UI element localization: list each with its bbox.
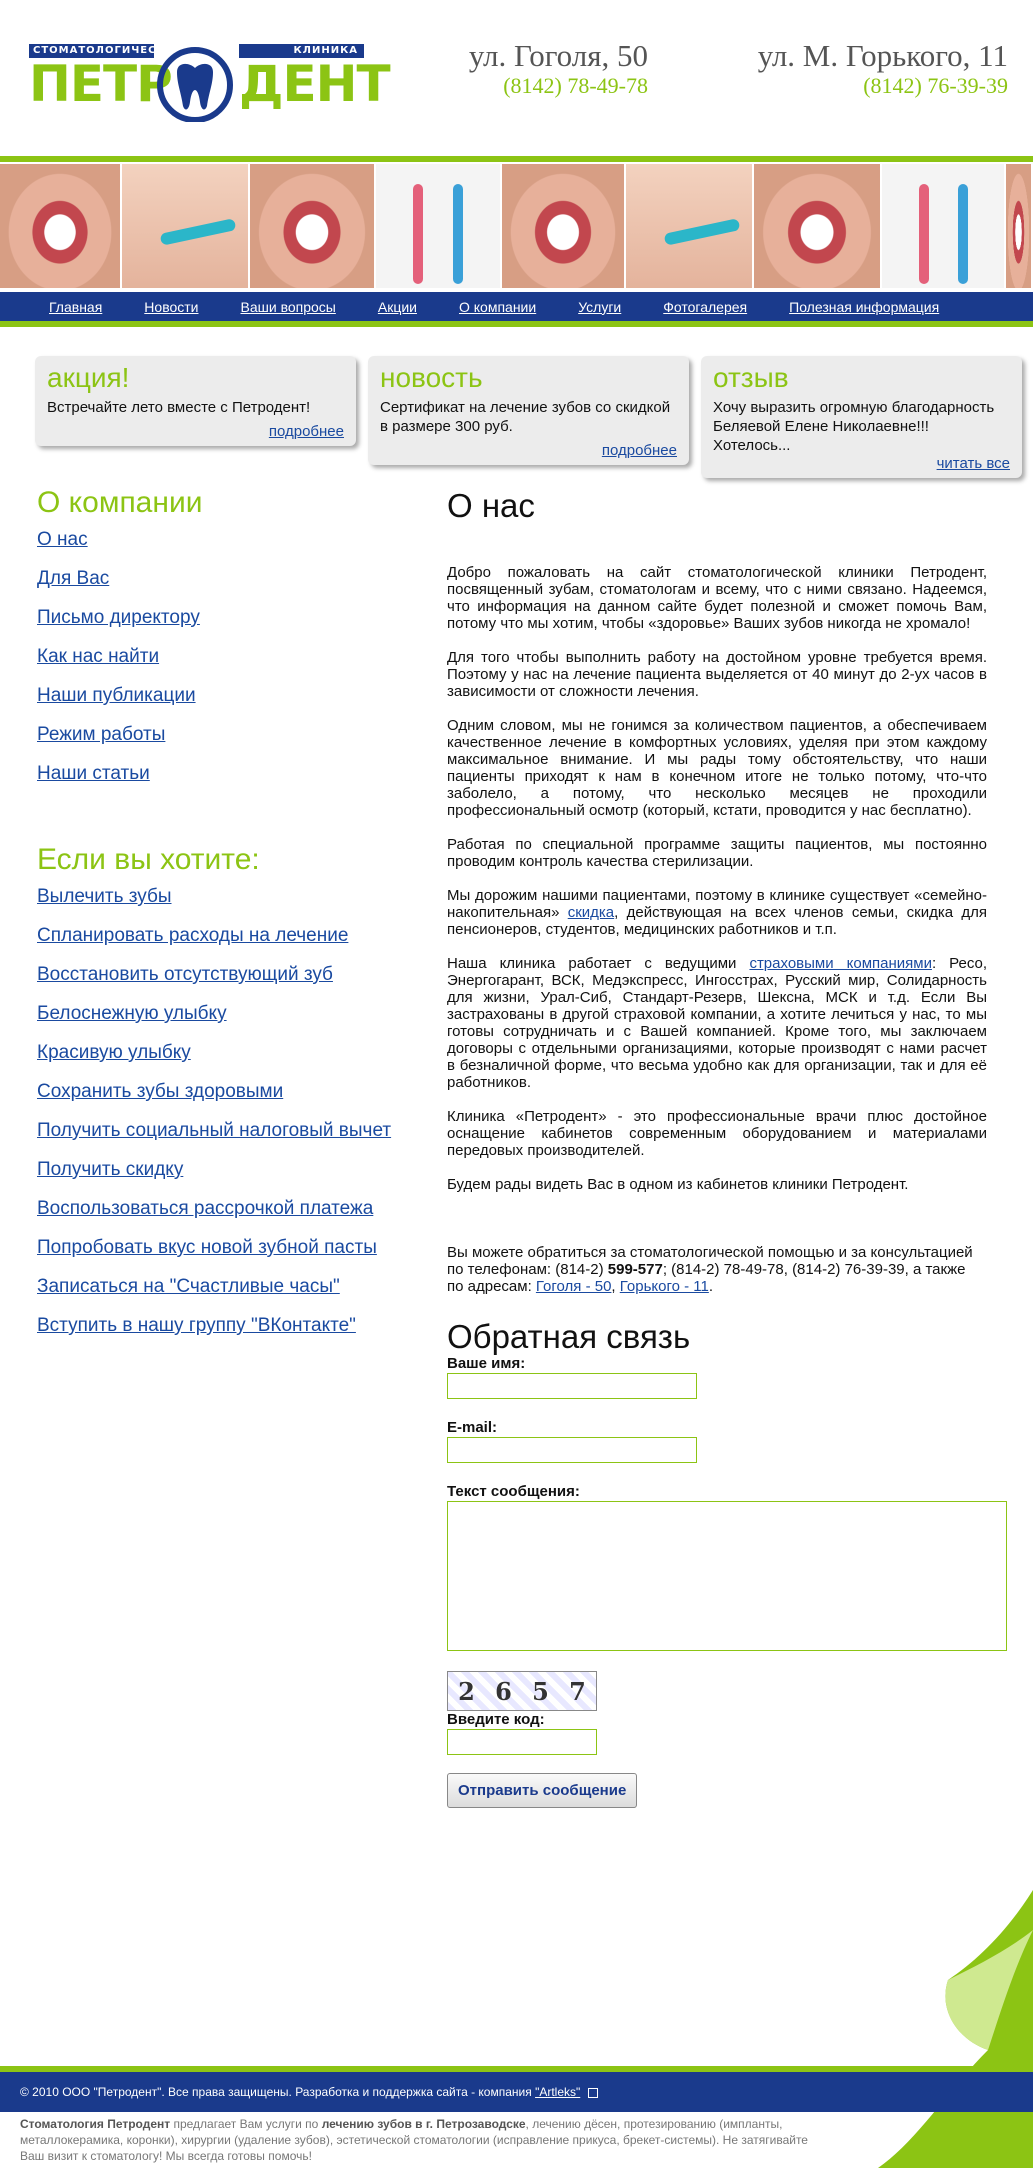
contact-addresses — [447, 1278, 987, 1295]
promo-more-link[interactable]: подробнее — [268, 423, 344, 440]
sidebar-wants-title: Если вы хотите: — [37, 843, 260, 876]
developer-link[interactable]: "Artleks" — [535, 2085, 581, 2099]
sidebar-link[interactable]: Для Вас — [37, 568, 110, 589]
captcha-image — [447, 1671, 597, 1711]
sidebar-link[interactable]: Режим работы — [37, 724, 166, 745]
sidebar-link[interactable]: Воспользоваться рассрочкой платежа — [37, 1198, 374, 1219]
list-item — [37, 754, 417, 793]
list-item — [37, 1033, 417, 1072]
nav-useful-info[interactable]: Полезная информация — [789, 298, 940, 315]
list-item — [37, 994, 417, 1033]
email-label: E-mail: — [447, 1419, 498, 1436]
contact-phones — [447, 1261, 987, 1278]
text: Стоматология Петродент — [20, 2117, 171, 2131]
sidebar-link[interactable]: Наши статьи — [37, 763, 150, 784]
contact-intro: Вы можете обратиться за стоматологической помощью и за консультацией — [447, 1244, 973, 1261]
promo-title: акция! — [47, 362, 130, 393]
tooth-logo-icon — [153, 44, 237, 122]
list-item — [37, 676, 417, 715]
captcha-char: 2 — [458, 1676, 475, 1706]
logo[interactable] — [29, 40, 390, 122]
smile-photo — [250, 164, 376, 288]
list-item — [37, 1228, 417, 1267]
toothbrushes-photo — [376, 164, 502, 288]
header — [0, 0, 1033, 156]
promo-box-review — [701, 356, 1022, 478]
list-item — [37, 916, 417, 955]
promo-text: Хочу выразить огромную благодарность Беляевой Елене Николаевне!!! Хотелось... — [713, 399, 995, 454]
promo-title: новость — [380, 362, 483, 393]
promo-title: отзыв — [713, 362, 789, 393]
sidebar — [37, 486, 417, 1345]
address-link-gorkogo[interactable]: Горького - 11 — [619, 1278, 709, 1295]
toothbrush-photo — [122, 164, 250, 288]
logo-word-right: ДЕНТ — [239, 55, 390, 113]
external-link-icon — [588, 2088, 598, 2098]
sidebar-link[interactable]: О нас — [37, 529, 88, 550]
address-phone: (8142) 78-49-78 — [503, 73, 648, 98]
address-phone: (8142) 76-39-39 — [863, 73, 1008, 98]
divider — [0, 321, 1033, 327]
promo-read-all-link[interactable]: читать все — [936, 455, 1010, 472]
text: по адресам: — [447, 1278, 536, 1295]
code-label: Введите код: — [447, 1711, 545, 1728]
sidebar-link[interactable]: Письмо директору — [37, 607, 200, 628]
sidebar-wants-list — [37, 877, 417, 1345]
list-item — [37, 637, 417, 676]
name-input[interactable] — [447, 1373, 697, 1399]
captcha-char: 6 — [495, 1676, 512, 1706]
sidebar-link[interactable]: Попробовать вкус новой зубной пасты — [37, 1237, 377, 1258]
toothbrush-photo — [626, 164, 754, 288]
list-item — [37, 1150, 417, 1189]
sidebar-link[interactable]: Наши публикации — [37, 685, 196, 706]
promo-text: Встречайте лето вместе с Петродент! — [47, 399, 311, 416]
copyright-text: © 2010 ООО "Петродент". Все права защищены. Разработка и поддержка сайта - компания — [20, 2085, 536, 2099]
nav-services[interactable]: Услуги — [578, 298, 622, 315]
list-item — [37, 559, 417, 598]
phone-main: 599-577 — [607, 1261, 663, 1278]
list-item — [37, 1306, 417, 1345]
text: Наша клиника работает с ведущими — [447, 955, 750, 972]
paragraph: Работая по специальной программе защиты пациентов, мы постоянно проводим контроль качества стерилизации. — [447, 836, 987, 870]
smile-photo — [1006, 164, 1033, 288]
feedback-form — [447, 1319, 987, 1808]
logo-word-left: ПЕТР — [29, 55, 172, 113]
sidebar-link[interactable]: Вылечить зубы — [37, 886, 172, 907]
message-label: Текст сообщения: — [447, 1483, 580, 1500]
footer-seo-text — [20, 2116, 830, 2164]
list-item — [37, 1072, 417, 1111]
address-street: ул. М. Горького, 11 — [757, 38, 1008, 73]
paragraph: Одним словом, мы не гонимся за количеством пациентов, а обеспечиваем качественное лечение в комфортных условиях, уделяя при этом каждому максимальное внимание. И мы рады тому обстоятельству, что наши пациенты приходят к нам в конечном итоге не только потому, что-что заболело, а потому, что несколько месяцев не проходили профессиональный осмотр (который, кстати, проводится у нас бесплатно). — [447, 717, 987, 819]
divider — [0, 156, 1033, 162]
captcha-input[interactable] — [447, 1729, 597, 1755]
text: Мы дорожим нашими пациентами, поэтому в клинике существует «семейно-накопительная» — [447, 887, 987, 921]
page-curl-decoration — [838, 1890, 1033, 2168]
sidebar-link[interactable]: Вступить в нашу группу "ВКонтакте" — [37, 1315, 356, 1336]
banner-photos — [0, 164, 1033, 288]
captcha-char: 7 — [569, 1676, 586, 1706]
sidebar-link[interactable]: Восстановить отсутствующий зуб — [37, 964, 333, 985]
paragraph: Клиника «Петродент» - это профессиональные врачи плюс достойное оснащение кабинетов современным оборудованием и материалами передовых производителей. — [447, 1108, 987, 1159]
contact-info — [447, 1244, 987, 1295]
page-title: О нас — [447, 487, 535, 524]
nav-about[interactable]: О компании — [458, 298, 537, 315]
text: по телефонам: (814-2) — [447, 1261, 608, 1278]
sidebar-link[interactable]: Спланировать расходы на лечение — [37, 925, 349, 946]
list-item — [37, 598, 417, 637]
nav-home[interactable]: Главная — [49, 298, 103, 315]
list-item — [37, 1189, 417, 1228]
logo-tag-right: КЛИНИКА — [239, 44, 364, 58]
paragraph: Для того чтобы выполнить работу на достойном уровне требуется время. Поэтому у нас на лечение пациента выделяется от 40 минут до 2-ух часов в зависимости от сложности лечения. — [447, 649, 987, 700]
text: лечению зубов в г. Петрозаводске — [321, 2117, 526, 2131]
feedback-title: Обратная связь — [447, 1318, 691, 1355]
list-item — [37, 520, 417, 559]
sidebar-link[interactable]: Красивую улыбку — [37, 1042, 191, 1063]
smile-photo — [502, 164, 626, 288]
nav-gallery[interactable]: Фотогалерея — [663, 298, 748, 315]
message-textarea[interactable] — [447, 1501, 1007, 1651]
promo-text: Сертификат на лечение зубов со скидкой в размере 300 руб. — [380, 399, 671, 435]
toothbrushes-photo — [882, 164, 1006, 288]
promo-box-action — [35, 356, 356, 446]
text: , действующая на всех членов семьи, скидка для пенсионеров, студентов, медицинских работников и т.п. — [447, 904, 987, 938]
paragraph-insurance — [447, 955, 987, 1091]
sidebar-link[interactable]: Как нас найти — [37, 646, 160, 667]
captcha-char: 5 — [532, 1676, 549, 1706]
smile-photo — [0, 164, 122, 288]
promo-box-news — [368, 356, 689, 465]
address-gorkogo — [700, 38, 1008, 98]
main-content — [447, 486, 987, 1808]
sidebar-link[interactable]: Получить скидку — [37, 1159, 184, 1180]
address-street: ул. Гоголя, 50 — [468, 38, 648, 73]
text: предлагает Вам услуги по — [170, 2117, 322, 2131]
logo-tag-left: СТОМАТОЛОГИЧЕСКАЯ — [29, 44, 154, 58]
main-nav — [0, 292, 1033, 321]
email-input[interactable] — [447, 1437, 697, 1463]
promo-more-link[interactable]: подробнее — [601, 442, 677, 459]
paragraph: Будем рады видеть Вас в одном из кабинетов клиники Петродент. — [447, 1176, 909, 1193]
discount-link[interactable]: скидка — [567, 904, 615, 921]
footer-copyright — [0, 2072, 1033, 2112]
name-label: Ваше имя: — [447, 1355, 526, 1372]
list-item — [37, 1111, 417, 1150]
nav-questions[interactable]: Ваши вопросы — [240, 298, 336, 315]
text: ; (814-2) 78-49-78, (814-2) 76-39-39, а также — [662, 1261, 966, 1278]
submit-button[interactable]: Отправить сообщение — [447, 1773, 637, 1808]
list-item — [37, 877, 417, 916]
sidebar-link[interactable]: Сохранить зубы здоровыми — [37, 1081, 284, 1102]
sidebar-link[interactable]: Записаться на "Счастливые часы" — [37, 1276, 340, 1297]
sidebar-link[interactable]: Белоснежную улыбку — [37, 1003, 227, 1024]
sidebar-link[interactable]: Получить социальный налоговый вычет — [37, 1120, 392, 1141]
list-item — [37, 1267, 417, 1306]
paragraph: Добро пожаловать на сайт стоматологической клиники Петродент, посвященный зубам, стоматологам и всему, что с ними связано. Надеемся, что информация на данном сайте будет полезной и сможет помочь Вам, потому что мы хотим, чтобы «здоровье» Ваших зубов никогда не хромало! — [447, 564, 987, 632]
sidebar-company-title: О компании — [37, 486, 203, 519]
smile-photo — [754, 164, 882, 288]
paragraph-discount — [447, 887, 987, 938]
address-link-gogolya[interactable]: Гоголя - 50 — [535, 1278, 612, 1295]
list-item — [37, 955, 417, 994]
text: : Ресо, Энергогарант, ВСК, Медэкспресс, Ингосстрах, Русский мир, Солидарность для жизни, Урал-Сиб, Стандарт-Резерв, Шексна, МСК и т.д. Если Вы застрахованы в другой страховой компании, а хотите лечиться у нас, то мы готовы сотрудничать и с Вашей компанией. Кроме того, мы заключаем договоры с отдельными организациями, которые производят с нами расчет в безналичной форме, что весьма удобно как для организации, так и для её работников. — [447, 955, 988, 1091]
text: , лечению дёсен, протезированию (импланты, металлокерамика, коронки), хирургии (удаление зубов), эстетической стоматологии (исправление прикуса, брекет-системы). Не затягивайте Ваш визит к стоматологу! Мы всегда готовы помочь! — [20, 2117, 808, 2163]
insurance-link[interactable]: страховыми компаниями — [749, 955, 932, 972]
nav-news[interactable]: Новости — [144, 298, 199, 315]
sidebar-company-list — [37, 520, 417, 793]
text: . — [708, 1278, 714, 1295]
list-item — [37, 715, 417, 754]
text: , — [611, 1278, 620, 1295]
nav-promotions[interactable]: Акции — [377, 298, 417, 315]
address-gogolya — [430, 38, 648, 98]
